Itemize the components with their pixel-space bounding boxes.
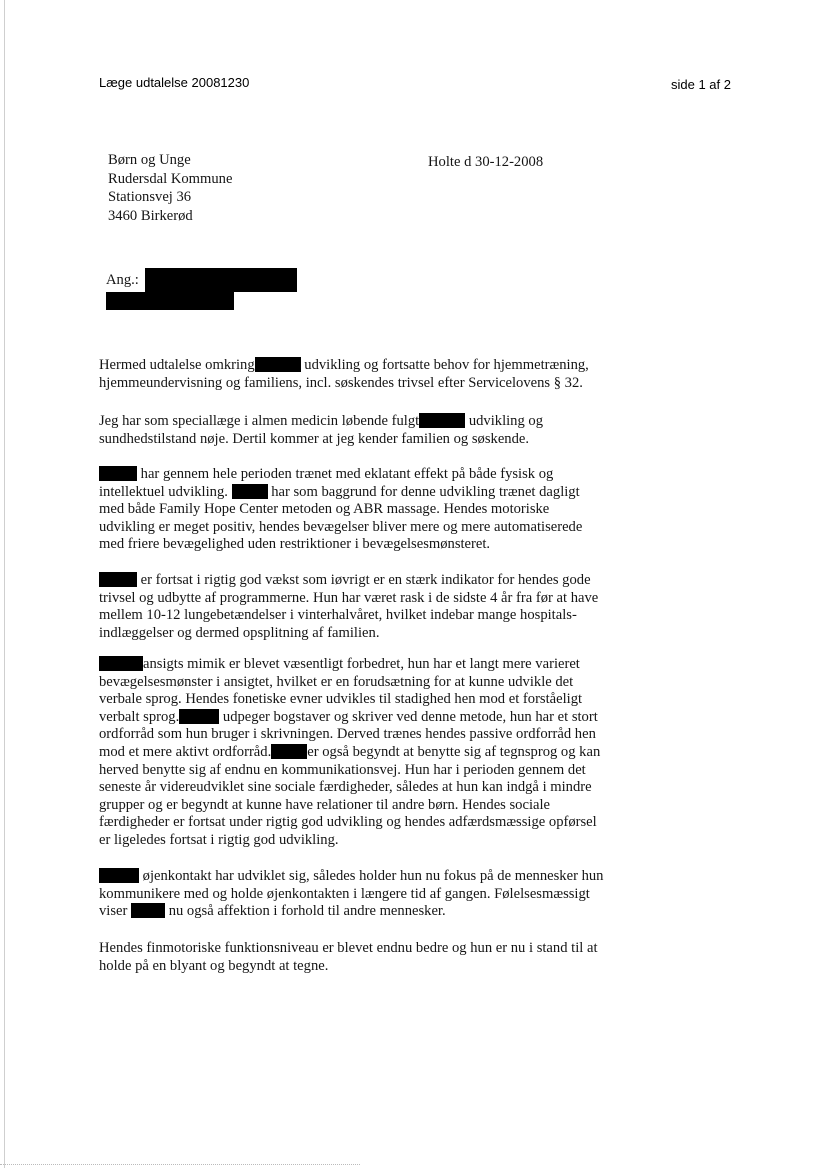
text: kommunikere med og holde øjenkontakten i længere tid af gangen. Følelsesmæssigt [99,885,590,902]
text: nu også affektion i forhold til andre mennesker. [168,903,446,920]
redaction-block [99,466,137,481]
text: er ligeledes fortsat i rigtig god udvikling. [99,831,339,848]
text: verbalt sprog. [99,708,180,725]
recipient-line: Rudersdal Kommune [108,170,233,187]
text: øjenkontakt har udviklet sig, således holder hun nu fokus på de mennesker hun [142,868,604,884]
redaction-block [271,744,307,759]
recipient-line: Stationsvej 36 [108,189,192,205]
text: udvikling og fortsatte behov for hjemmetræning, [304,357,589,373]
text: intellektuel udvikling. [99,483,228,500]
text: indlæggelser og dermed opsplitning af familien. [99,624,380,641]
text: færdigheder er fortsat under rigtig god udvikling og hendes adfærdsmæssige opførsel [99,814,597,831]
page-number: side 1 af 2 [671,77,731,92]
recipient-line: 3460 Birkerød [108,207,193,224]
redaction-block [232,484,268,499]
redaction-block [255,357,301,372]
redaction-block [131,903,165,918]
date-line: Holte d 30-12-2008 [428,154,544,170]
scan-edge [4,0,5,1168]
redaction-block [145,268,297,292]
text: Hendes finmotoriske funktionsniveau er blevet endnu bedre og hun er nu i stand til at [99,940,598,956]
recipient-line: Børn og Unge [108,152,191,168]
text: ordforråd som hun bruger i skrivningen. Derved trænes hendes passive ordforråd hen [99,726,596,743]
text: seneste år videreudviklet sine sociale færdigheder, således at hun kan indgå i mindre [99,779,592,796]
scan-bottom-edge [0,1164,360,1165]
text: er fortsat i rigtig god vækst som iøvrigt er en stærk indikator for hendes gode [140,572,591,588]
text: hjemmeundervisning og familiens, incl. søskendes trivsel efter Servicelovens § 32. [99,374,583,391]
text: Hermed udtalelse omkring [99,357,255,373]
text: grupper og er begyndt at kunne have relationer til andre børn. Hendes sociale [99,796,551,813]
redaction-block [419,413,465,428]
redaction-block [99,572,137,587]
text: har som baggrund for denne udvikling trænet dagligt [271,483,580,500]
text: udvikling er meget positiv, hendes bevægelser bliver mere og mere automatiserede [99,518,583,535]
redaction-block [99,868,139,883]
text: sundhedstilstand nøje. Dertil kommer at jeg kender familien og søskende. [99,430,530,447]
text: viser [99,903,128,920]
paragraph [99,868,603,921]
redaction-block [179,709,219,724]
paragraph [99,413,543,448]
text: herved benytte sig af endnu en kommunikationsvej. Hun har i perioden gennem det [99,761,586,778]
text: udvikling og [468,413,544,429]
text: trivsel og udbytte af programmerne. Hun har været rask i de sidste 4 år fra før at have [99,589,599,606]
subject-label: Ang.: [106,272,139,288]
text: mod et mere aktivt ordforråd. [99,743,272,760]
text: med friere bevægelighed uden restriktioner i bevægelsesmønsteret. [99,536,491,553]
text: Jeg har som speciallæge i almen medicin løbende fulgt [99,413,420,429]
recipient-address [108,151,232,225]
text: verbale sprog. Hendes fonetiske evner udvikles til stadighed hen mod et forståeligt [99,691,583,708]
redaction-block [106,292,234,310]
paragraph [99,940,598,975]
paragraph [99,656,600,850]
text: med både Family Hope Center metoden og ABR massage. Hendes motoriske [99,501,550,518]
text: er også begyndt at benytte sig af tegnsprog og kan [307,743,601,760]
text: mellem 10-12 lungebetændelser i vinterhalvåret, hvilket indebar mange hospitals- [99,607,577,624]
paragraph [99,466,582,554]
document-title: Læge udtalelse 20081230 [99,75,250,90]
text: bevægelsesmønster i ansigtet, hvilket er en forudsætning for at kunne udvikle det [99,673,574,690]
text: holde på en blyant og begyndt at tegne. [99,957,329,974]
text: ansigts mimik er blevet væsentligt forbedret, hun har et langt mere varieret [143,656,580,672]
text: udpeger bogstaver og skriver ved denne metode, hun har et stort [222,708,598,725]
paragraph [99,357,589,392]
paragraph [99,572,598,642]
text: har gennem hele perioden trænet med eklatant effekt på både fysisk og [140,466,554,482]
redaction-block [99,656,143,671]
